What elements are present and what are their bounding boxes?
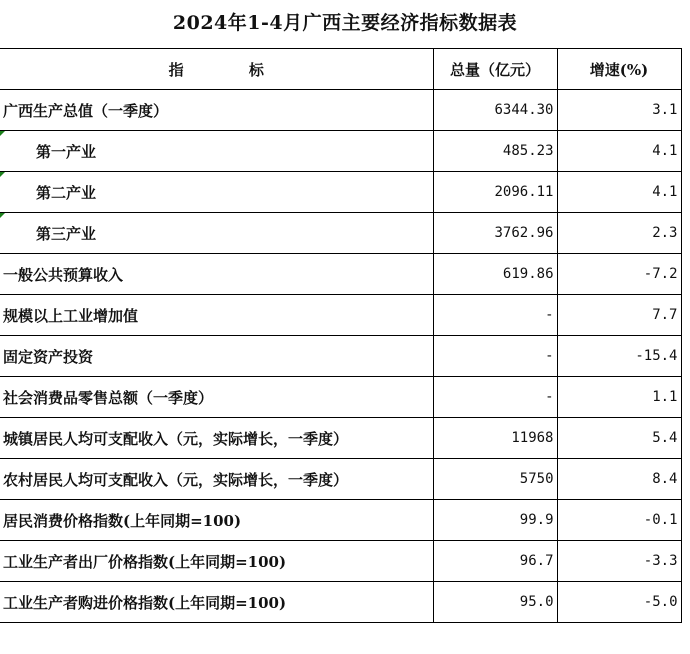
total-value-cell: 96.7: [433, 541, 557, 582]
indicator-name-cell: 农村居民人均可支配收入（元，实际增长，一季度）: [0, 459, 433, 500]
table-row: [0, 336, 681, 377]
indicator-name-cell: 社会消费品零售总额（一季度）: [0, 377, 433, 418]
growth-rate-cell: 2.3: [557, 213, 681, 254]
page-title: 2024年1-4月广西主要经济指标数据表: [172, 12, 518, 34]
growth-rate-cell: -7.2: [557, 254, 681, 295]
indicator-name-cell: 规模以上工业增加值: [0, 295, 433, 336]
total-value-cell: 11968: [433, 418, 557, 459]
indicator-name-cell: 广西生产总值（一季度）: [0, 90, 433, 131]
indicator-name-cell: 工业生产者出厂价格指数(上年同期=100): [0, 541, 433, 582]
total-value-cell: 95.0: [433, 582, 557, 623]
total-value-cell: 2096.11: [433, 172, 557, 213]
total-value-cell: -: [433, 336, 557, 377]
total-value-cell: -: [433, 377, 557, 418]
indicator-name-cell: 第三产业: [0, 213, 433, 254]
header-growth: 增速(%): [557, 49, 681, 90]
growth-rate-cell: 4.1: [557, 172, 681, 213]
table-row: [0, 213, 681, 254]
growth-rate-cell: 7.7: [557, 295, 681, 336]
total-value-cell: 5750: [433, 459, 557, 500]
table-row: [0, 500, 681, 541]
table-row: [0, 90, 681, 131]
economic-indicators-table: [0, 48, 682, 623]
total-value-cell: 619.86: [433, 254, 557, 295]
table-row: [0, 254, 681, 295]
total-value-cell: 99.9: [433, 500, 557, 541]
table-row: [0, 377, 681, 418]
growth-rate-cell: -3.3: [557, 541, 681, 582]
table-body: [0, 90, 681, 623]
table-row: [0, 295, 681, 336]
growth-rate-cell: -15.4: [557, 336, 681, 377]
growth-rate-cell: -5.0: [557, 582, 681, 623]
growth-rate-cell: 8.4: [557, 459, 681, 500]
indicator-name-cell: 第一产业: [0, 131, 433, 172]
header-total: 总量（亿元）: [433, 49, 557, 90]
table-row: [0, 418, 681, 459]
growth-rate-cell: 4.1: [557, 131, 681, 172]
growth-rate-cell: -0.1: [557, 500, 681, 541]
growth-rate-cell: 3.1: [557, 90, 681, 131]
indicator-name-cell: 城镇居民人均可支配收入（元，实际增长，一季度）: [0, 418, 433, 459]
table-header-row: [0, 49, 681, 90]
table-row: [0, 172, 681, 213]
indicator-name-cell: 居民消费价格指数(上年同期=100): [0, 500, 433, 541]
table-row: [0, 459, 681, 500]
growth-rate-cell: 1.1: [557, 377, 681, 418]
total-value-cell: 6344.30: [433, 90, 557, 131]
total-value-cell: 485.23: [433, 131, 557, 172]
indicator-name-cell: 第二产业: [0, 172, 433, 213]
growth-rate-cell: 5.4: [557, 418, 681, 459]
total-value-cell: -: [433, 295, 557, 336]
indicator-name-cell: 一般公共预算收入: [0, 254, 433, 295]
header-indicator: 指 标: [0, 49, 433, 90]
indicator-name-cell: 工业生产者购进价格指数(上年同期=100): [0, 582, 433, 623]
table-row: [0, 131, 681, 172]
total-value-cell: 3762.96: [433, 213, 557, 254]
indicator-name-cell: 固定资产投资: [0, 336, 433, 377]
table-row: [0, 541, 681, 582]
table-row: [0, 582, 681, 623]
